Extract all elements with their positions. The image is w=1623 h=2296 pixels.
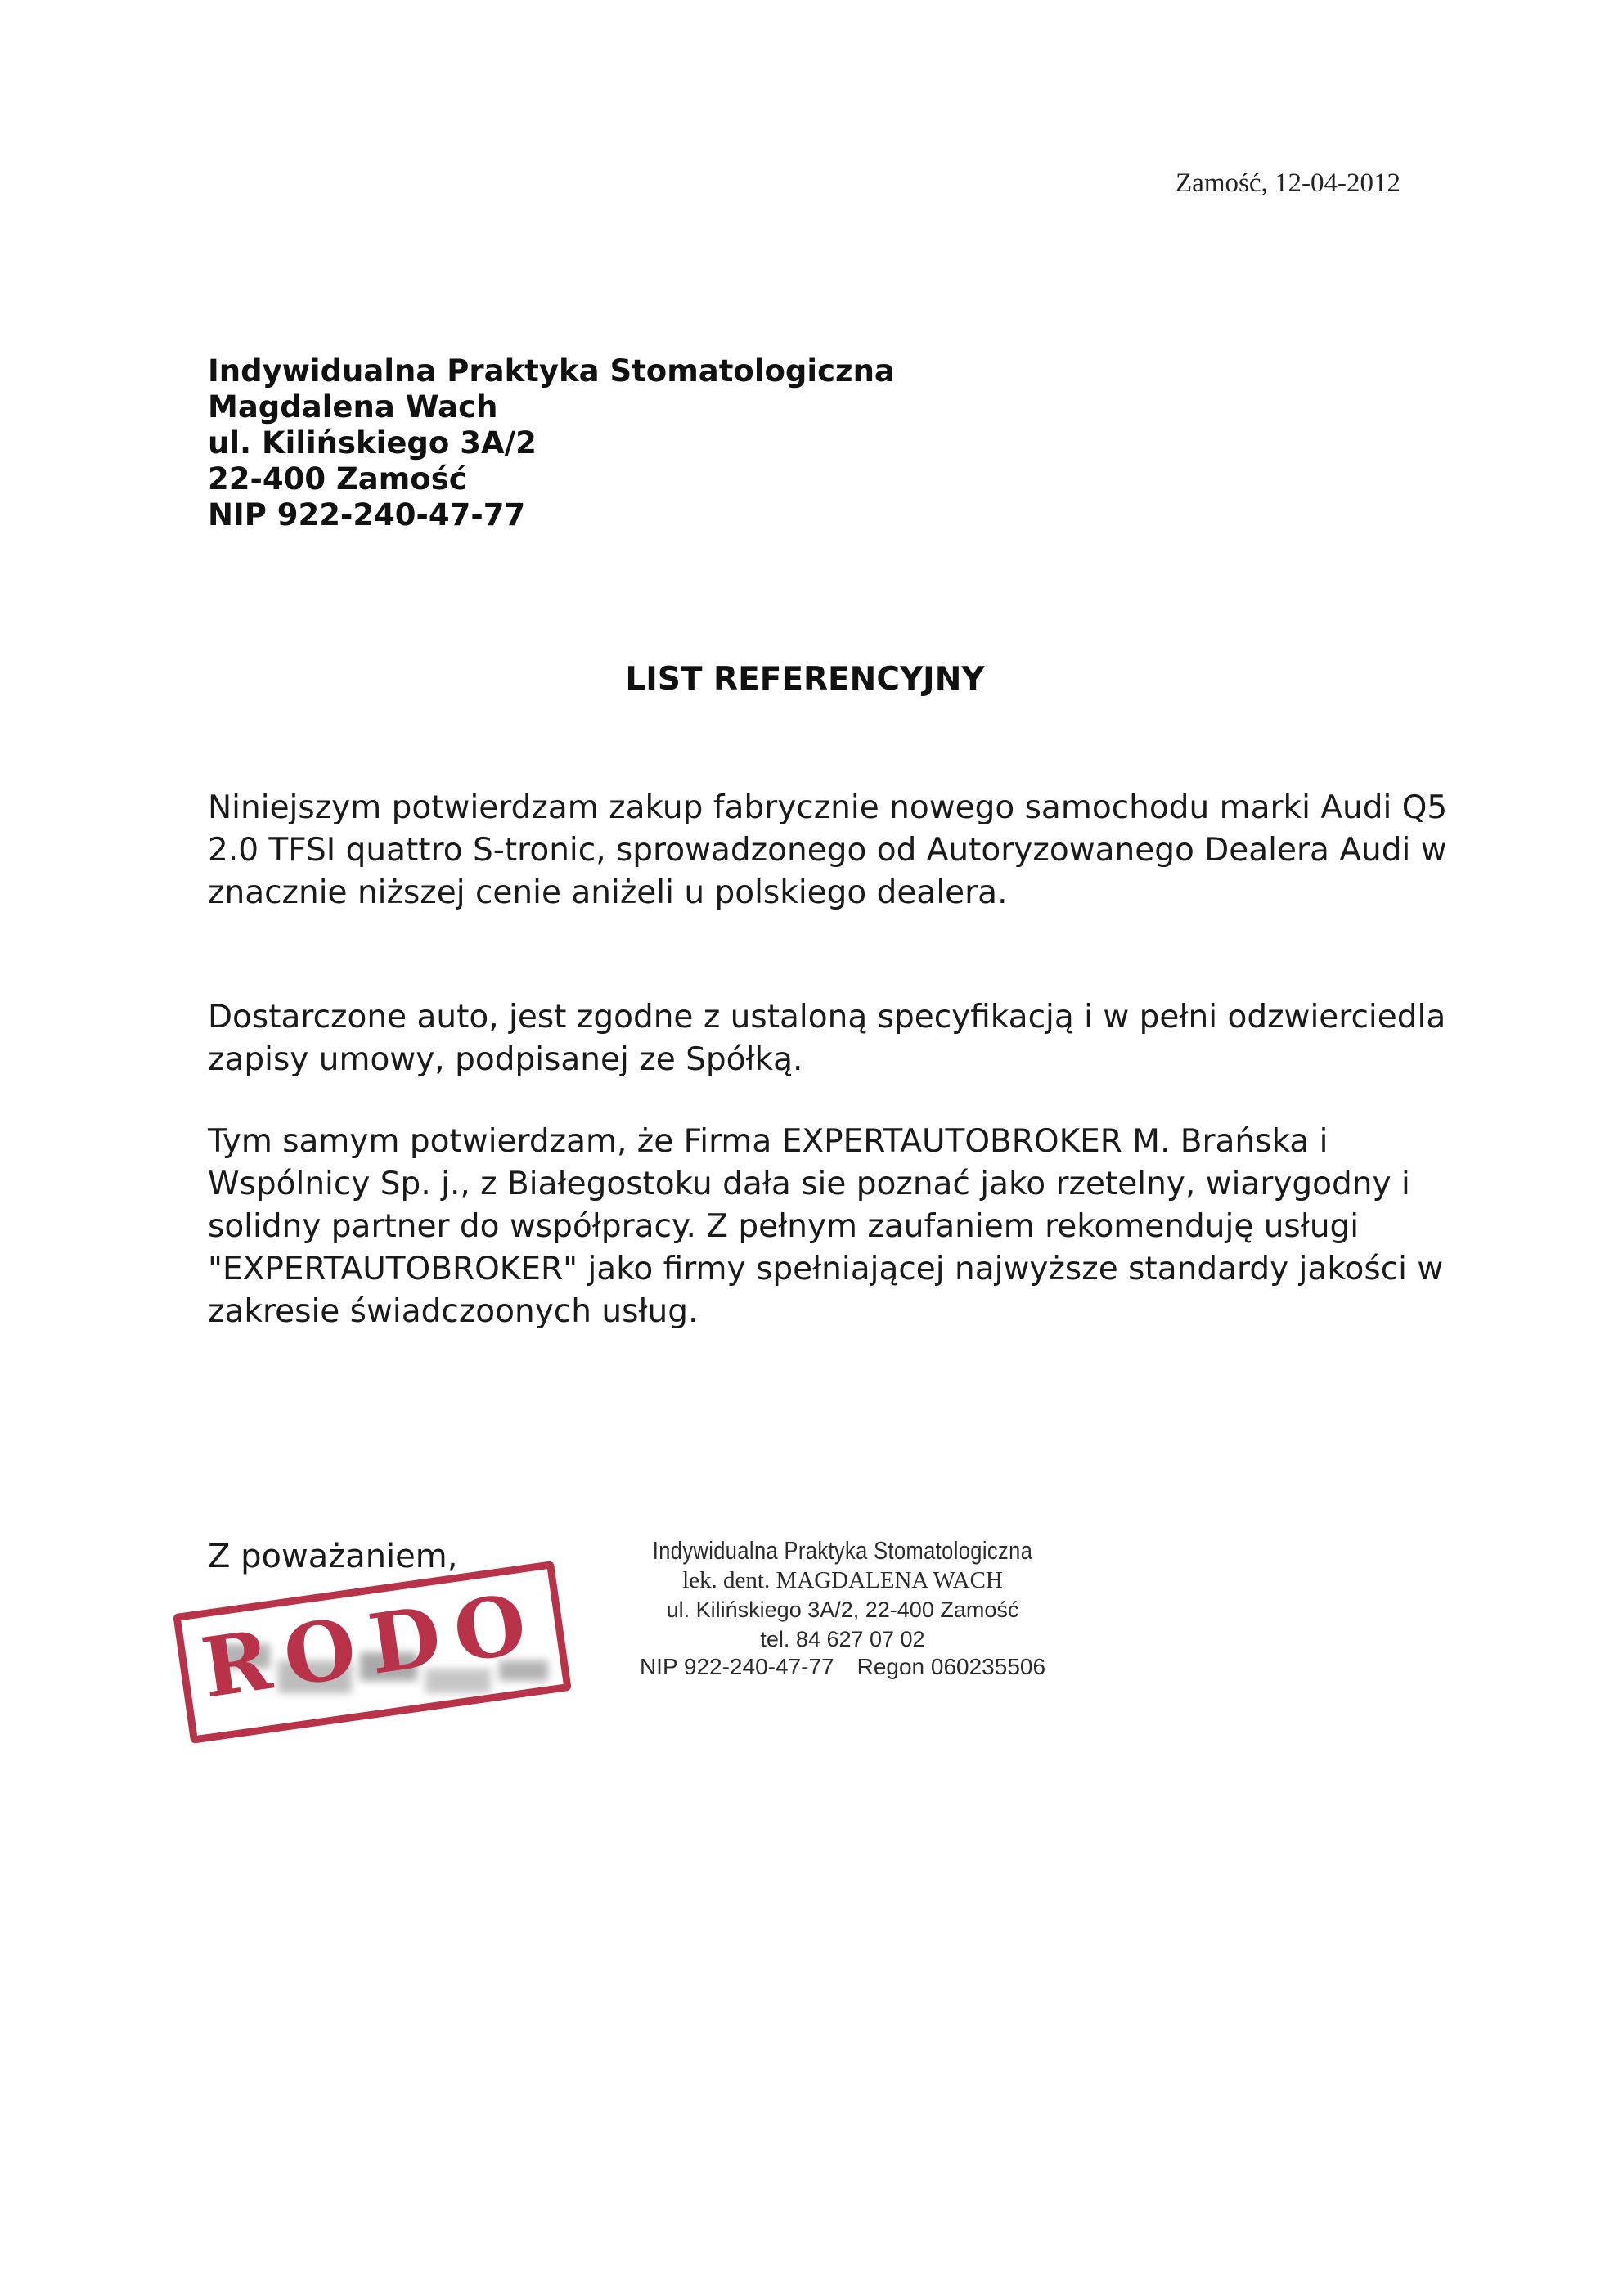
rodo-stamp-label: RODO xyxy=(196,1573,546,1717)
sender-address xyxy=(208,353,895,533)
letter-title: LIST REFERENCYJNY xyxy=(625,661,985,698)
body-paragraph-3: Tym samym potwierdzam, że Firma EXPERTAUTOBROKER M. Brańska i Wspólnicy Sp. j., z Białegostoku dała sie poznać jako rzetelny, wiarygodny i solidny partner do współpracy. Z pełnym zaufaniem rekomenduję usługi "EXPERTAUTOBROKER" jako firmy spełniającej najwyższe standardy jakości w zakresie świadczoonych usług. xyxy=(208,1123,1444,1330)
stamp-regon: Regon 060235506 xyxy=(856,1654,1046,1679)
letter-date: Zamość, 12-04-2012 xyxy=(1176,168,1400,198)
stamp-phone: tel. 84 627 07 02 xyxy=(760,1627,925,1651)
stamp-address: ul. Kilińskiego 3A/2, 22-400 Zamość xyxy=(666,1597,1019,1622)
stamp-doctor: lek. dent. MAGDALENA WACH xyxy=(682,1567,1003,1593)
sender-nip: NIP 922-240-47-77 xyxy=(208,497,526,532)
closing-salutation: Z poważaniem, xyxy=(208,1538,458,1575)
rodo-redaction-stamp xyxy=(173,1561,572,1744)
stamp-ids xyxy=(597,1654,1088,1680)
body-paragraph-2: Dostarczone auto, jest zgodne z ustaloną specyfikacją i w pełni odzwierciedla zapisy umowy, podpisanej ze Spółką. xyxy=(208,999,1446,1078)
stamp-practice-name: Indywidualna Praktyka Stomatologiczna xyxy=(652,1536,1033,1565)
body-paragraph-1: Niniejszym potwierdzam zakup fabrycznie nowego samochodu marki Audi Q5 2.0 TFSI quattro S-tronic, sprowadzonego od Autoryzowanego Dealera Audi w znacznie niższej cenie aniżeli u polskiego dealera. xyxy=(208,789,1448,911)
sender-person-name: Magdalena Wach xyxy=(208,389,498,425)
stamp-nip: NIP 922-240-47-77 xyxy=(639,1654,834,1679)
sender-street: ul. Kilińskiego 3A/2 xyxy=(208,425,537,461)
practice-stamp xyxy=(597,1536,1088,1680)
sender-city: 22-400 Zamość xyxy=(208,461,467,496)
sender-practice-name: Indywidualna Praktyka Stomatologiczna xyxy=(208,353,895,389)
